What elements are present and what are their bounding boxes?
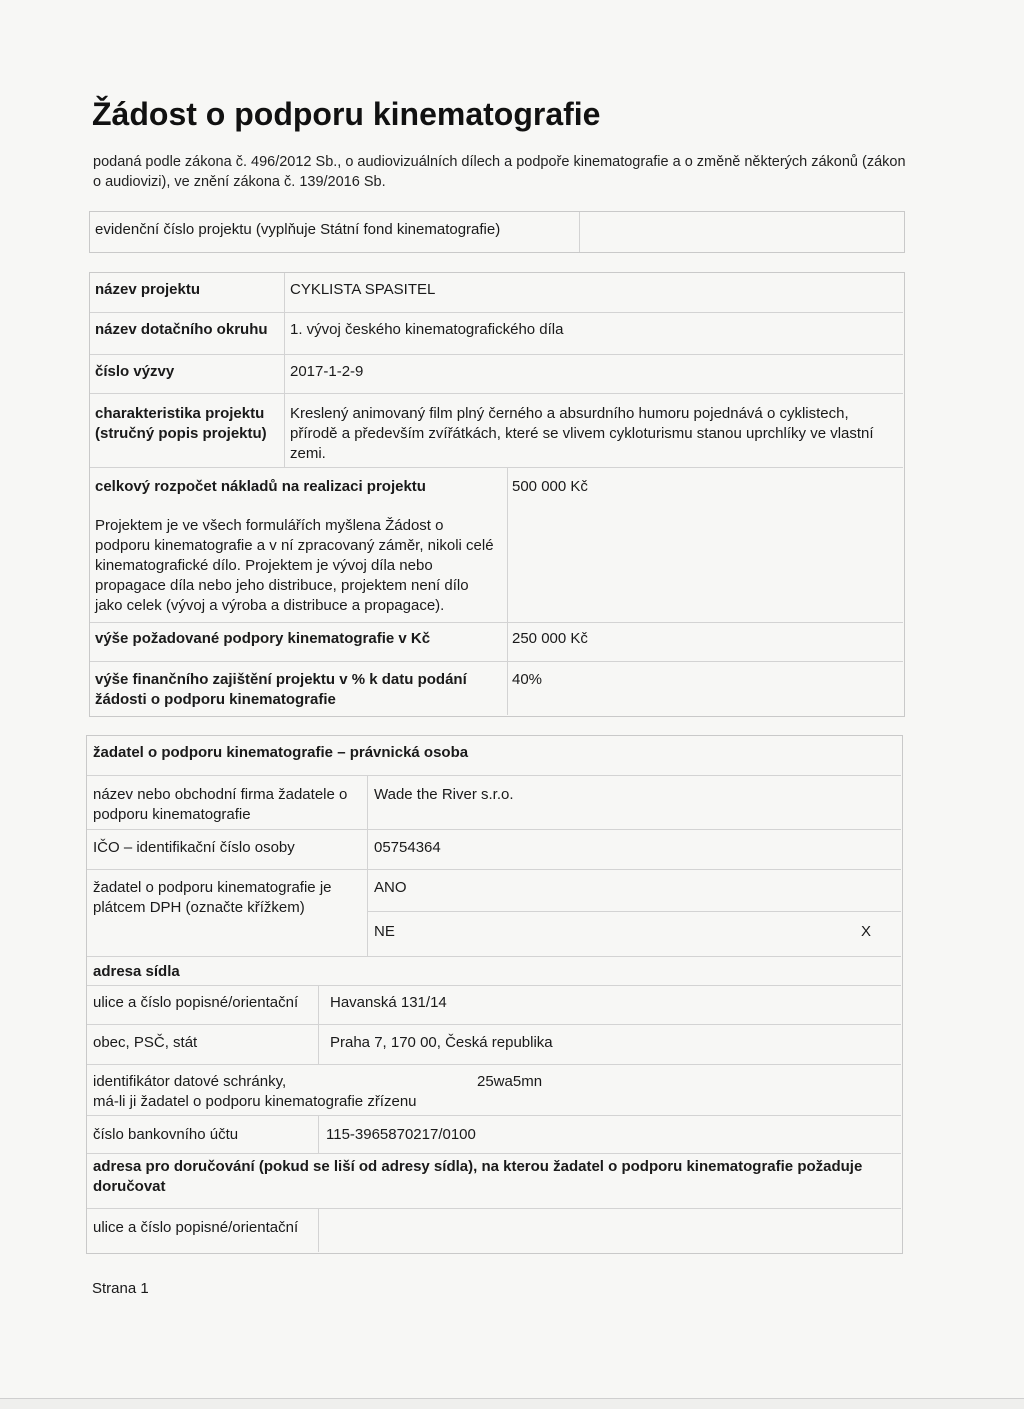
okruh-value: 1. vývoj českého kinematografického díla (290, 321, 564, 338)
okruh-label: název dotačního okruhu (95, 321, 268, 338)
bank-value: 115-3965870217/0100 (326, 1126, 476, 1143)
databox-value: 25wa5mn (477, 1073, 543, 1090)
project-definition-note: Projektem je ve všech formulářích myšlena Žádost o podporu kinematografie a v ní zpracovaný záměr, nikoli celé kinematografické dílo. Projektem je vývoj díla nebo propagace díla nebo jeho distribuce, projektem není dílo jako celek (vývoj a výroba a distribuce a propagace). (95, 517, 494, 614)
project-name-label: název projektu (95, 281, 201, 298)
characteristic-label-line2: (stručný popis projektu) (95, 425, 267, 442)
bank-label: číslo bankovního účtu (93, 1126, 239, 1143)
ico-value: 05754364 (374, 839, 441, 856)
databox-label-line1: identifikátor datové schránky, (93, 1073, 287, 1090)
evidence-label: evidenční číslo projektu (vyplňuje Státní fond kinematografie) (95, 221, 501, 238)
evidence-value-field[interactable] (588, 220, 888, 240)
street-label: ulice a číslo popisné/orientační (93, 994, 299, 1011)
page-number: Strana 1 (92, 1280, 149, 1297)
ico-label: IČO – identifikační číslo osoby (93, 839, 295, 856)
requested-support-label: výše požadované podpory kinematografie v Kč (95, 630, 431, 647)
street-value: Havanská 131/14 (330, 994, 447, 1011)
delivery-address-title: adresa pro doručování (pokud se liší od adresy sídla), na kterou žadatel o podporu kinematografie požaduje doručovat (93, 1158, 863, 1195)
total-budget-value: 500 000 Kč (512, 478, 588, 495)
address-section-title: adresa sídla (93, 963, 180, 980)
dph-ano-option[interactable]: ANO (374, 879, 407, 896)
city-value: Praha 7, 170 00, Česká republika (330, 1034, 553, 1051)
firm-label: název nebo obchodní firma žadatele o podporu kinematografie (93, 786, 348, 823)
dph-ne-checkmark[interactable]: X (861, 923, 872, 940)
page-edge (0, 1398, 1024, 1409)
page-title: Žádost o podporu kinematografie (92, 96, 601, 132)
vyzva-value: 2017-1-2-9 (290, 363, 364, 380)
characteristic-value: Kreslený animovaný film plný černého a absurdního humoru pojednává o cyklistech, přírodě a především zvířátkách, které se vlivem cykloturismu stanou uprchlíky ve vlastní zemi. (290, 405, 874, 462)
page-subtitle: podaná podle zákona č. 496/2012 Sb., o audiovizuálních dílech a podpoře kinematografie a o změně některých zákonů (zákon o audiovizi), ve znění zákona č. 139/2016 Sb. (93, 154, 906, 190)
dph-ne-option[interactable]: NE (374, 923, 395, 940)
characteristic-label-line1: charakteristika projektu (95, 405, 265, 422)
financial-security-value: 40% (512, 671, 543, 688)
dph-label: žadatel o podporu kinematografie je plátcem DPH (označte křížkem) (93, 879, 332, 916)
project-name-value: CYKLISTA SPASITEL (290, 281, 436, 298)
delivery-street-field[interactable] (326, 1218, 886, 1238)
applicant-section-title: žadatel o podporu kinematografie – právnická osoba (93, 744, 469, 761)
firm-value: Wade the River s.r.o. (374, 786, 514, 803)
databox-label-line2: má-li ji žadatel o podporu kinematografie zřízenu (93, 1093, 417, 1110)
delivery-street-label: ulice a číslo popisné/orientační (93, 1219, 299, 1236)
financial-security-label: výše finančního zajištění projektu v % k datu podání žádosti o podporu kinematografie (95, 671, 467, 708)
city-label: obec, PSČ, stát (93, 1034, 198, 1051)
total-budget-label: celkový rozpočet nákladů na realizaci projektu (95, 478, 426, 495)
requested-support-value: 250 000 Kč (512, 630, 588, 647)
vyzva-label: číslo výzvy (95, 363, 175, 380)
